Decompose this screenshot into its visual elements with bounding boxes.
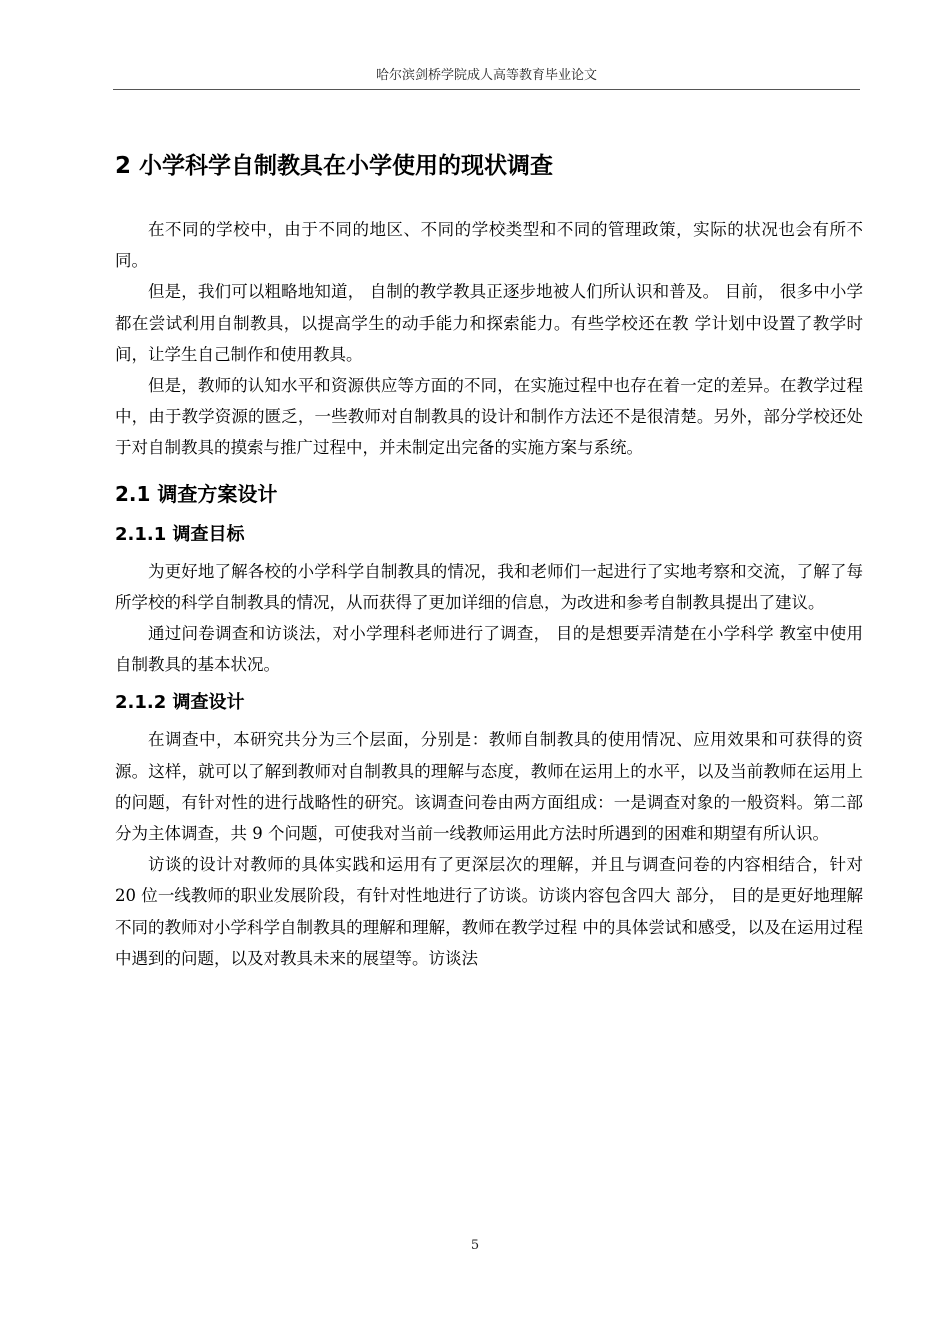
page-body (115, 148, 863, 974)
page-number: 5 (470, 1238, 480, 1253)
section-heading-2-1-1: 2.1.1 调查目标 (115, 523, 245, 545)
intro-paragraph-1: 在不同的学校中，由于不同的地区、不同的学校类型和不同的管理政策，实际的状况也会有所不同。 (115, 220, 863, 271)
intro-paragraph-3: 但是，教师的认知水平和资源供应等方面的不同，在实施过程中也存在着一定的差异。在教学过程中，由于教学资源的匮乏，一些教师对自制教具的设计和制作方法还不是很清楚。另外，部分学校还处于对自制教具的摸索与推广过程中，并未制定出完备的实施方案与系统。 (115, 376, 863, 458)
running-header: 哈尔滨剑桥学院成人高等教育毕业论文 (375, 68, 597, 83)
intro-paragraph-2: 但是，我们可以粗略地知道， 自制的教学教具正逐步地被人们所认识和普及。 目前， 很多中小学都在尝试利用自制教具，以提高学生的动手能力和探索能力。有些学校还在教 学计划中设置了教学时间，让学生自己制作和使用教具。 (115, 282, 863, 364)
section-heading-2-1-2: 2.1.2 调查设计 (115, 692, 245, 714)
spacer (115, 184, 863, 214)
design-paragraph-2: 访谈的设计对教师的具体实践和运用有了更深层次的理解，并且与调查问卷的内容相结合，针对 20 位一线教师的职业发展阶段，有针对性地进行了访谈。访谈内容包含四大 部分， 目的是更好地理解不同的教师对小学科学自制教具的理解和理解，教师在教学过程 中的具体尝试和感受，以及在运用过程中遇到的问题，以及对教具未来的展望等。访谈法 (115, 855, 863, 968)
design-paragraph-1: 在调查中，本研究共分为三个层面，分别是：教师自制教具的使用情况、应用效果和可获得的资源。这样，就可以了解到教师对自制教具的理解与态度，教师在运用上的水平，以及当前教师在运用上的问题，有针对性的进行战略性的研究。该调查问卷由两方面组成：一是调查对象的一般资料。第二部分为主体调查，共 9 个问题，可使我对当前一线教师运用此方法时所遇到的困难和期望有所认识。 (115, 730, 863, 844)
goal-paragraph-1: 为更好地了解各校的小学科学自制教具的情况，我和老师们一起进行了实地考察和交流，了解了每所学校的科学自制教具的情况，从而获得了更加详细的信息，为改进和参考自制教具提出了建议。 (115, 561, 863, 612)
section-heading-2-1: 2.1 调查方案设计 (115, 481, 278, 506)
header-divider (113, 89, 860, 90)
chapter-heading: 2 小学科学自制教具在小学使用的现状调查 (115, 153, 554, 179)
goal-paragraph-2: 通过问卷调查和访谈法，对小学理科老师进行了调查， 目的是想要弄清楚在小学科学 教室中使用自制教具的基本状况。 (115, 624, 863, 675)
